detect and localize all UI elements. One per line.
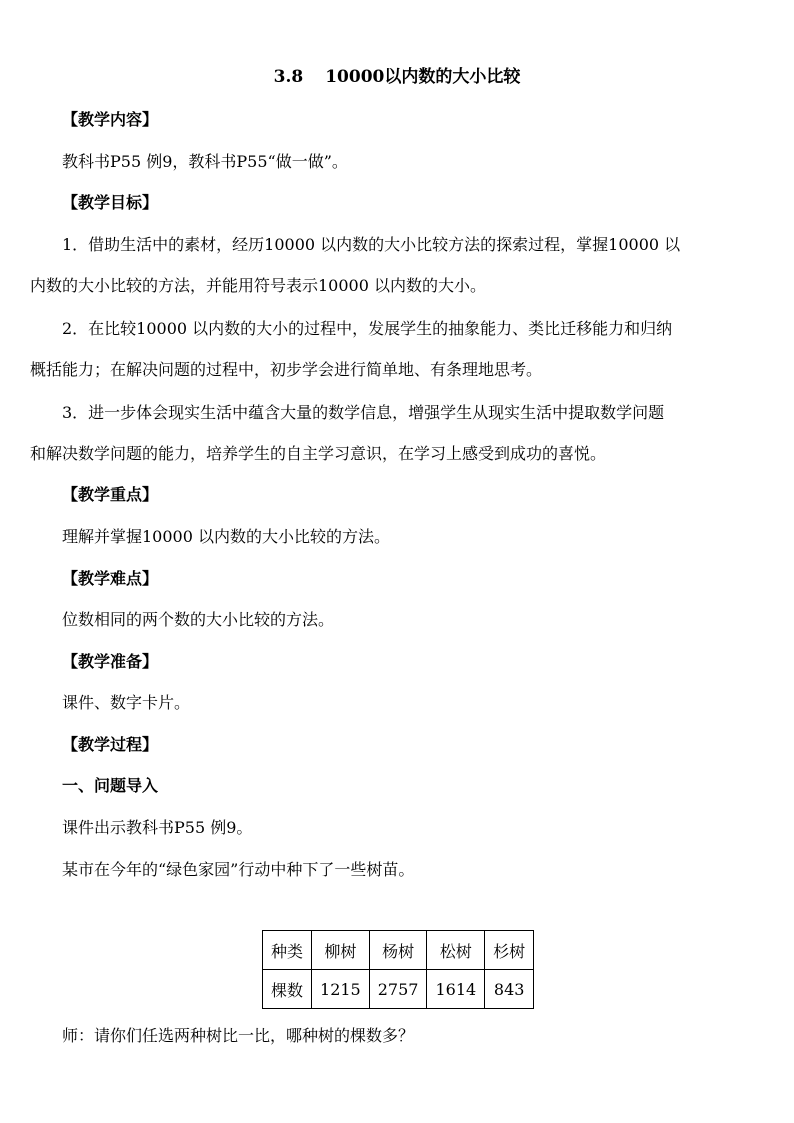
goal-2-line-2: 概括能力；在解决问题的过程中，初步学会进行简单地、有条理地思考。 — [30, 360, 543, 379]
part-1-line-1: 课件出示教科书P55 例9。 — [62, 818, 253, 837]
goal-1-line-1 — [30, 235, 770, 255]
part-1-heading: 一、问题导入 — [62, 776, 159, 795]
table-header-cell: 种类 — [263, 931, 312, 970]
table-header-cell: 松树 — [427, 931, 485, 970]
goal-1-line-2: 内数的大小比较的方法，并能用符号表示10000 以内数的大小。 — [30, 276, 486, 295]
lesson-number: 3.8 — [273, 67, 304, 87]
tree-count-table — [262, 930, 534, 1009]
goal-2-line-1 — [30, 319, 770, 339]
table-header-cell: 柳树 — [312, 931, 370, 970]
table-cell: 843 — [485, 970, 534, 1009]
table-cell: 棵数 — [263, 970, 312, 1009]
table-cell: 2757 — [369, 970, 427, 1009]
teacher-question: 师：请你们任选两种树比一比，哪种树的棵数多？ — [62, 1026, 415, 1045]
key-heading: 【教学重点】 — [62, 485, 159, 504]
difficulty-heading: 【教学难点】 — [62, 569, 159, 588]
key-text: 理解并掌握10000 以内数的大小比较的方法。 — [62, 527, 390, 546]
table-header-cell: 杉树 — [485, 931, 534, 970]
table-row — [263, 970, 534, 1009]
prep-heading: 【教学准备】 — [62, 652, 159, 671]
part-1-line-2: 某市在今年的“绿色家园”行动中种下了一些树苗。 — [62, 860, 415, 879]
content-text: 教科书P55 例9，教科书P55“做一做”。 — [62, 152, 348, 171]
goal-2-text-a: 2．在比较10000 以内数的大小的过程中，发展学生的抽象能力、类比迁移能力和归纳 — [62, 319, 673, 338]
table-row — [263, 931, 534, 970]
lesson-title — [0, 66, 794, 88]
table-cell: 1614 — [427, 970, 485, 1009]
goal-3-line-1 — [30, 403, 770, 423]
prep-text: 课件、数字卡片。 — [62, 693, 191, 712]
goal-1-text-a: 1．借助生活中的素材，经历10000 以内数的大小比较方法的探索过程，掌握10000 以 — [62, 235, 681, 254]
difficulty-text: 位数相同的两个数的大小比较的方法。 — [62, 610, 335, 629]
goal-3-text-a: 3．进一步体会现实生活中蕴含大量的数学信息，增强学生从现实生活中提取数学问题 — [62, 403, 665, 422]
table-cell: 1215 — [312, 970, 370, 1009]
goal-3-line-2: 和解决数学问题的能力，培养学生的自主学习意识，在学习上感受到成功的喜悦。 — [30, 444, 607, 463]
process-heading: 【教学过程】 — [62, 735, 159, 754]
goals-heading: 【教学目标】 — [62, 193, 159, 212]
table-header-cell: 杨树 — [369, 931, 427, 970]
content-heading: 【教学内容】 — [62, 110, 159, 129]
lesson-title-text: 10000以内数的大小比较 — [325, 67, 521, 87]
